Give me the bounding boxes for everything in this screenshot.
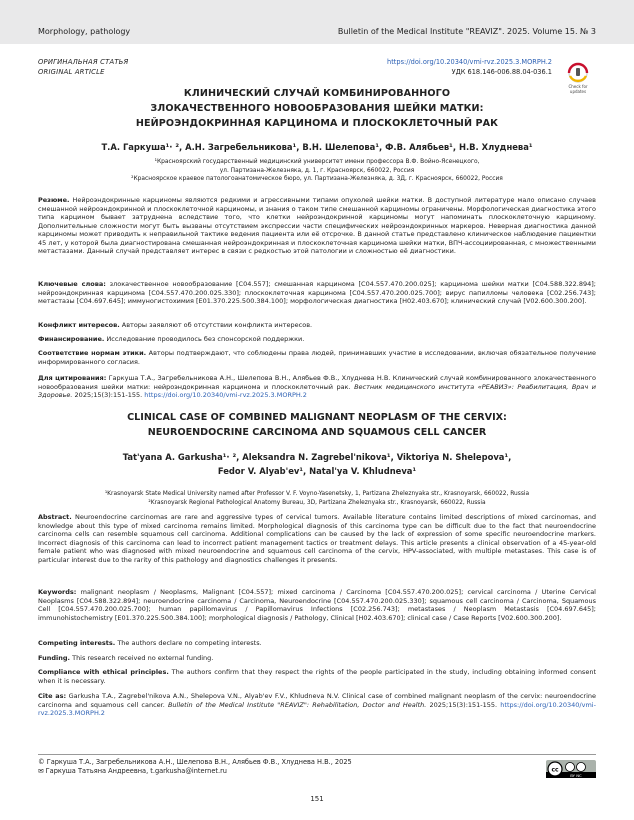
mail-icon: ✉ bbox=[38, 767, 44, 776]
keywords-en: Keywords: malignant neoplasm / Neoplasms, Malignant [C04.557]; mixed carcinoma / Carcinoma [C04.557.470.200.025]; cervical carcinoma / Uterine Cervical Neoplasms [C04.588.322.894]; neuroendocrine carcinoma / Carcinoma, Neuroendocrine [C04.557.470.200.025.330]; squamous cell carcinoma / Carcinoma, Squamous Cell [C04.557.470.200.025.700]; human papillomavirus / Papillomavirus Infections [C02.256.743]; metastases / Neoplasm Metastasis [C04.697.645]; immunohistochemistry [E01.370.225.500.384.100]; morphological diagnosis / Pathology, Clinical [H02.403.670]; clinical case / Case Reports [V02.600.300.200]. bbox=[38, 588, 596, 622]
article-ids bbox=[387, 58, 552, 77]
abstract-en: Abstract. Neuroendocrine carcinomas are rare and aggressive types of cervical tumors. Available literature contains limited descriptions of mixed carcinomas, and knowledge about this type of mixed carcinoma remains limited. Morphological diagnosis of this carcinoma type can be difficult due to the fact that neuroendocrine carcinoma cells can resemble squamous cell carcinoma. Additional complications can be caused by the lack of expression of some specific neuroendocrine markers. Incorrect diagnosis of this carcinoma can lead to incorrect patient management tactics or treatment delays. This article presents a clinical observation of a 45-year-old female patient who was diagnosed with mixed neuroendocrine and squamous cell carcinoma of the cervix, HPV-associated, with multiple metastases. This case is of particular interest due to the rarity of this pathology and diagnostics challenges it presents. bbox=[38, 513, 596, 564]
svg-text:cc: cc bbox=[551, 766, 559, 774]
article-title-en: CLINICAL CASE OF COMBINED MALIGNANT NEOPLASM OF THE CERVIX: NEUROENDOCRINE CARCINOMA AND SQUAMOUS CELL CANCER bbox=[127, 412, 507, 438]
check-for-updates-icon[interactable] bbox=[560, 60, 596, 96]
citation-ru: Для цитирования: Гаркуша Т.А., Загребельникова А.Н., Шелепова В.Н., Алябьев Ф.В., Хлуднева Н.В. Клинический случай комбинированного злокачественного новообразования шейки матки: нейроэндокринная карцинома и плоскоклеточный рак. Вестник медицинского института «РЕАВИЗ»: Реабилитация, Врач и Здоровье. 2025;15(3):151-155. https://doi.org/10.20340/vmi-rvz.2025.3.MORPH.2 bbox=[38, 374, 596, 399]
udk-code: УДК 618.146-006.88.04-036.1 bbox=[451, 67, 552, 76]
article-type-ru: ОРИГИНАЛЬНАЯ СТАТЬЯ bbox=[38, 58, 129, 66]
contact-author: Гаркуша Татьяна Андреевна, t.garkusha@internet.ru bbox=[45, 767, 227, 776]
article-title-ru: КЛИНИЧЕСКИЙ СЛУЧАЙ КОМБИНИРОВАННОГО ЗЛОКАЧЕСТВЕННОГО НОВООБРАЗОВАНИЯ ШЕЙКИ МАТКИ: НЕЙРОЭНДОКРИННАЯ КАРЦИНОМА И ПЛОСКОКЛЕТОЧНЫЙ РАК bbox=[135, 88, 499, 129]
keywords-label: Ключевые слова: bbox=[38, 280, 106, 288]
footer-divider bbox=[38, 754, 596, 755]
competing-interests-en: Competing interests. The authors declare no competing interests. bbox=[38, 639, 262, 647]
footer-copyright: © Гаркуша Т.А., Загребельникова А.Н., Шелепова В.Н., Алябьев Ф.В., Хлуднева Н.В., 2025 ✉ Гаркуша Татьяна Андреевна, t.garkusha@internet.ru bbox=[38, 758, 352, 776]
affiliations-en: ¹Krasnoyarsk State Medical University named after Professor V. F. Voyno-Yasenetsky, 1, Partizana Zheleznyaka str., Krasnoyarsk, 660022, Russia ²Krasnoyarsk Regional Pathological Anatomy Bureau, 3D, Partizana Zheleznyaka str., Krasnoyarsk, 660022, Russia bbox=[104, 491, 530, 506]
article-type bbox=[38, 58, 128, 77]
affiliations-ru: ¹Красноярский государственный медицинский университет имени профессора В.Ф. Войно-Ясенецкого, ул. Партизана-Железняка, д. 1, г. Красноярск, 660022, Россия ²Красноярское краевое патологоанатомическое бюро, ул. Партизана-Железняка, д. 3Д, г. Красноярск, 660022, Россия bbox=[131, 159, 503, 183]
article-type-en: ORIGINAL ARTICLE bbox=[38, 67, 105, 76]
cc-license-icon[interactable] bbox=[546, 760, 596, 778]
abstract-label: Резюме. bbox=[38, 196, 70, 204]
funding-ru: Финансирование. Исследование проводилось без спонсорской поддержки. bbox=[38, 335, 305, 343]
header-journal: Bulletin of the Medical Institute "REAVIZ". 2025. Volume 15. № 3 bbox=[337, 27, 596, 36]
running-header bbox=[0, 0, 634, 44]
authors-ru: Т.А. Гаркуша¹· ², А.Н. Загребельникова¹, В.Н. Шелепова¹, Ф.В. Алябьев¹, Н.В. Хлуднева¹ bbox=[101, 142, 533, 152]
keywords-ru: Ключевые слова: злокачественное новообразование [C04.557]; смешанная карцинома [C04.557.470.200.025]; карцинома шейки матки [C04.588.322.894]; нейроэндокринная карцинома [C04.557.470.200.025.330]; плоскоклеточная карцинома [C04.557.470.200.025.700]; вирус папилломы человека [C02.256.743]; метастазы [C04.697.645]; иммуногистохимия [E01.370.225.500.384.100]; морфологическая диагностика [H02.403.670]; клинический случай [V02.600.300.200]. bbox=[38, 280, 596, 305]
doi-link[interactable]: https://doi.org/10.20340/vmi-rvz.2025.3.MORPH.2 bbox=[387, 58, 552, 66]
ethics-ru: Соответствие нормам этики. Авторы подтверждают, что соблюдены права людей, принимавших участие в исследовании, включая обязательное получение информированного согласия. bbox=[38, 349, 596, 366]
page-number: 151 bbox=[310, 795, 324, 803]
citation-doi-link-ru[interactable]: https://doi.org/10.20340/vmi-rvz.2025.3.MORPH.2 bbox=[144, 391, 307, 399]
authors-en: Tat'yana A. Garkusha¹· ², Aleksandra N. Zagrebel'nikova¹, Viktoriya N. Shelepova¹, Fedor V. Alyab'ev¹, Natal'ya V. Khludneva¹ bbox=[122, 452, 512, 476]
funding-en: Funding. This research received no external funding. bbox=[38, 654, 214, 662]
svg-text:updates: updates bbox=[569, 89, 587, 94]
citation-doi-link-en[interactable]: https://doi.org/10.20340/vmi-rvz.2025.3.MORPH.2 bbox=[38, 700, 596, 717]
abstract-ru: Резюме. Нейроэндокринные карциномы являются редкими и агрессивными типами опухолей шейки матки. В доступной литературе мало описано случаев смешанной нейроэндокринной и плоскоклеточной карциномы, и знания о таком типе смешанной карциномы ограничены. Морфологическая диагностика этого типа карцином бывает затруднена вследствие того, что клетки нейроэндокринной карциномы могут напоминать плоскоклеточную карциному. Дополнительные сложности могут быть вызваны отсутствием экспрессии части специфических нейроэндокринных маркеров. Неверная диагностика данной карциномы может приводить к неправильной тактике ведения пациента или её отсрочке. В данной статье представлено клиническое наблюдение пациентки 45 лет, у которой была диагностирована смешанная нейроэндокринная и плоскоклеточная карцинома шейки матки, ВПЧ-ассоциированная, с множественными метастазами. Данный случай представляет интерес в связи с редкостью этой патологии и сложностью её диагностики. bbox=[38, 196, 596, 255]
ethics-en: Compliance with ethical principles. The authors confirm that they respect the rights of the people participated in the study, including obtaining informed consent when it is necessary. bbox=[38, 668, 596, 685]
conflict-of-interest-ru: Конфликт интересов. Авторы заявляют об отсутствии конфликта интересов. bbox=[38, 321, 313, 329]
header-section: Morphology, pathology bbox=[38, 27, 131, 36]
citation-en: Cite as: Garkusha T.A., Zagrebel'nikova A.N., Shelepova V.N., Alyab'ev F.V., Khludneva N.V. Clinical case of combined malignant neoplasm of the cervix: neuroendocrine carcinoma and squamous cell cancer. Bulletin of the Medical Institute "REAVIZ": Rehabilitation, Doctor and Health. 2025;15(3):151-155. https://doi.org/10.20340/vmi-rvz.2025.3.MORPH.2 bbox=[38, 692, 596, 717]
svg-text:BY NC: BY NC bbox=[570, 773, 582, 778]
svg-text:Check for: Check for bbox=[568, 84, 588, 89]
